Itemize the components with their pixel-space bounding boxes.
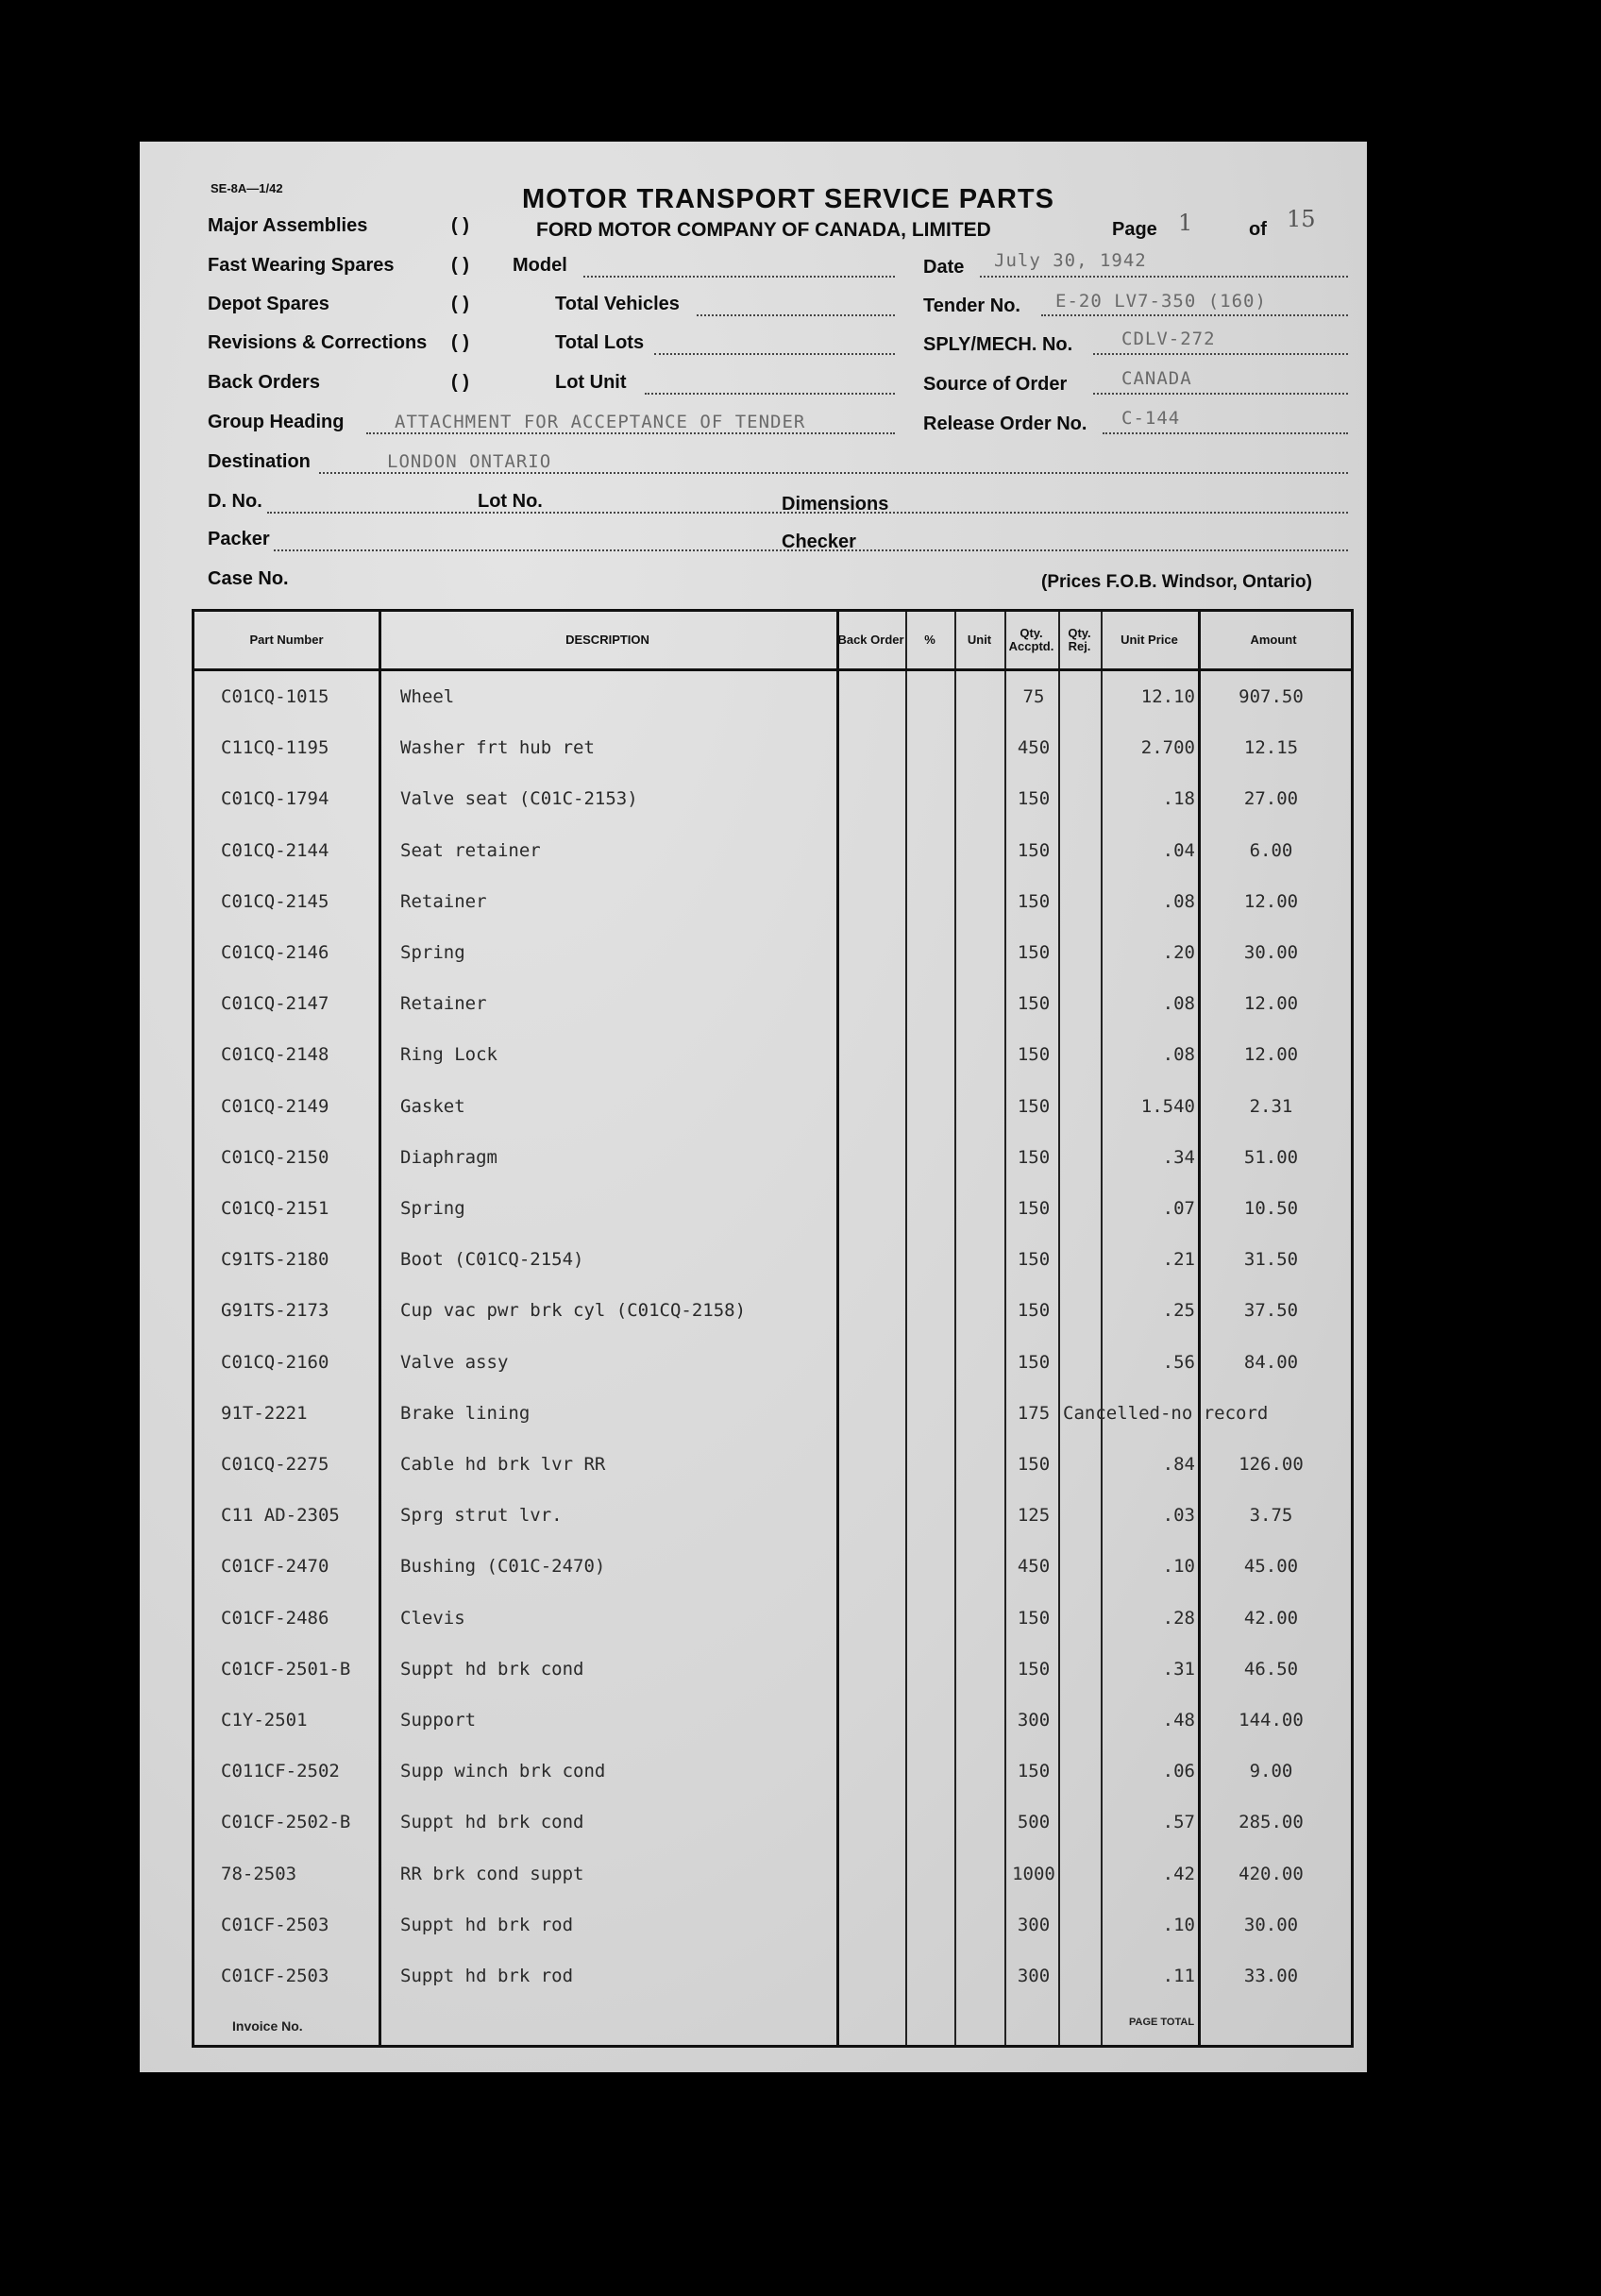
table-row [194, 1950, 1351, 2001]
col-header-back-order: Back Order [837, 633, 904, 647]
amount: 9.00 [1249, 1761, 1293, 1782]
label-lot-unit: Lot Unit [555, 372, 627, 393]
company-name: FORD MOTOR COMPANY OF CANADA, LIMITED [536, 219, 991, 241]
qty-accepted: 150 [1017, 1454, 1051, 1475]
unit-price: .04 [1162, 839, 1195, 861]
table-row [194, 1285, 1351, 1336]
table-row [194, 978, 1351, 1029]
unit-price: .31 [1162, 1658, 1195, 1680]
table-row [194, 671, 1351, 722]
amount: 42.00 [1243, 1607, 1299, 1629]
part-number: C01CF-2503 [221, 1966, 329, 1986]
unit-price: .48 [1162, 1710, 1195, 1730]
col-header-unit: Unit [967, 633, 992, 647]
release-line [1103, 432, 1348, 434]
qty-accepted: 300 [1017, 1966, 1051, 1986]
prices-note: (Prices F.O.B. Windsor, Ontario) [1041, 572, 1312, 592]
label-date: Date [923, 257, 965, 278]
table-row [194, 1849, 1351, 1899]
part-number: C01CQ-2147 [221, 993, 329, 1015]
part-number: C01CQ-1794 [221, 788, 329, 810]
page-count: 15 [1287, 206, 1316, 232]
part-number: C1Y-2501 [221, 1710, 308, 1730]
amount: 45.00 [1243, 1556, 1299, 1578]
source-of-order-value: CANADA [1121, 368, 1192, 389]
amount: 12.15 [1243, 737, 1299, 759]
page-number: 1 [1178, 210, 1193, 236]
col-header-amount: Amount [1250, 633, 1297, 647]
sply-line [1093, 353, 1348, 355]
date-line [980, 276, 1348, 278]
amount: 51.00 [1243, 1146, 1299, 1168]
qty-accepted: 150 [1017, 890, 1051, 912]
qty-accepted: 150 [1017, 993, 1051, 1015]
unit-price: .21 [1162, 1249, 1195, 1271]
row-note: Cancelled-no record [1063, 1402, 1269, 1424]
part-number: C01CF-2470 [221, 1556, 329, 1578]
checkbox-revisions: ( ) [451, 332, 469, 353]
checkbox-major: ( ) [451, 215, 469, 236]
table-row [194, 1746, 1351, 1797]
unit-price: .20 [1162, 942, 1195, 963]
part-number: C01CQ-2151 [221, 1198, 329, 1219]
unit-price: .18 [1162, 788, 1195, 810]
label-sply-mech: SPLY/MECH. No. [923, 334, 1073, 355]
table-row [194, 1644, 1351, 1695]
description: Retainer [400, 993, 487, 1015]
qty-accepted: 150 [1017, 1658, 1051, 1680]
description: Cable hd brk lvr RR [400, 1454, 606, 1475]
unit-price: .25 [1162, 1300, 1195, 1322]
qty-accepted: 150 [1017, 1044, 1051, 1066]
page-label: Page [1112, 219, 1157, 240]
label-d-no: D. No. [208, 491, 262, 512]
description: Seat retainer [400, 839, 541, 861]
description: Gasket [400, 1095, 465, 1117]
part-number: 78-2503 [221, 1863, 297, 1884]
amount: 2.31 [1249, 1095, 1293, 1117]
qty-accepted: 150 [1017, 1198, 1051, 1219]
unit-price: .07 [1162, 1198, 1195, 1219]
label-depot-spares: Depot Spares [208, 294, 329, 314]
part-number: C91TS-2180 [221, 1249, 329, 1271]
amount: 10.50 [1243, 1198, 1299, 1219]
qty-accepted: 1000 [1012, 1863, 1055, 1884]
col-header-part-number: Part Number [249, 633, 324, 647]
col-header-unit-price: Unit Price [1121, 633, 1178, 647]
table-row [194, 722, 1351, 773]
label-release-order: Release Order No. [923, 414, 1087, 434]
label-tender-no: Tender No. [923, 295, 1020, 316]
part-number: C11 AD-2305 [221, 1505, 340, 1527]
qty-accepted: 150 [1017, 1249, 1051, 1271]
qty-accepted: 75 [1022, 686, 1045, 707]
group-heading-value: ATTACHMENT FOR ACCEPTANCE OF TENDER [395, 412, 806, 432]
table-row [194, 927, 1351, 978]
part-number: C01CQ-2149 [221, 1095, 329, 1117]
part-number: C011CF-2502 [221, 1761, 340, 1782]
unit-price: .10 [1162, 1556, 1195, 1578]
total-lots-line [654, 353, 895, 355]
of-label: of [1249, 219, 1267, 240]
description: Valve seat (C01C-2153) [400, 788, 638, 810]
description: Suppt hd brk rod [400, 1966, 574, 1986]
amount: 12.00 [1243, 1044, 1299, 1066]
sply-mech-value: CDLV-272 [1121, 329, 1216, 349]
lot-unit-line [645, 393, 895, 395]
col-header-qty-accepted: Qty. Accptd. [1008, 626, 1054, 653]
parts-table [192, 609, 1354, 2048]
table-row [194, 1541, 1351, 1592]
unit-price: 12.10 [1140, 686, 1195, 707]
label-dimensions: Dimensions [782, 494, 889, 515]
amount: 84.00 [1243, 1351, 1299, 1373]
checkbox-depot: ( ) [451, 294, 469, 314]
label-back-orders: Back Orders [208, 372, 320, 393]
unit-price: .28 [1162, 1607, 1195, 1629]
group-heading-line [366, 432, 895, 434]
amount: 27.00 [1243, 788, 1299, 810]
description: Brake lining [400, 1402, 531, 1424]
table-row [194, 1797, 1351, 1848]
unit-price: 1.540 [1140, 1095, 1195, 1117]
description: Bushing (C01C-2470) [400, 1556, 606, 1578]
table-row [194, 1183, 1351, 1234]
amount: 37.50 [1243, 1300, 1299, 1322]
table-row [194, 1899, 1351, 1950]
unit-price: .08 [1162, 1044, 1195, 1066]
col-header-description: DESCRIPTION [565, 633, 649, 647]
unit-price: 2.700 [1140, 737, 1195, 759]
table-row [194, 876, 1351, 927]
release-order-value: C-144 [1121, 408, 1181, 429]
label-total-lots: Total Lots [555, 332, 645, 353]
amount: 12.00 [1243, 890, 1299, 912]
qty-accepted: 125 [1017, 1505, 1051, 1527]
invoice-no-label: Invoice No. [232, 2018, 303, 2034]
description: Suppt hd brk rod [400, 1914, 574, 1935]
amount: 12.00 [1243, 993, 1299, 1015]
qty-accepted: 150 [1017, 839, 1051, 861]
table-row [194, 1081, 1351, 1132]
total-vehicles-line [697, 314, 895, 316]
amount: 907.50 [1239, 686, 1304, 707]
qty-accepted: 150 [1017, 1607, 1051, 1629]
part-number: C01CF-2486 [221, 1607, 329, 1629]
unit-price: .57 [1162, 1812, 1195, 1833]
table-row [194, 773, 1351, 824]
date-value: July 30, 1942 [994, 250, 1147, 271]
table-row [194, 1029, 1351, 1080]
destination-line [319, 472, 1348, 474]
qty-accepted: 150 [1017, 1351, 1051, 1373]
qty-accepted: 150 [1017, 1095, 1051, 1117]
label-destination: Destination [208, 451, 311, 472]
form-code: SE-8A—1/42 [211, 181, 283, 195]
table-row [194, 1388, 1351, 1439]
description: Diaphragm [400, 1146, 497, 1168]
qty-accepted: 150 [1017, 942, 1051, 963]
checkbox-fast: ( ) [451, 255, 469, 276]
description: Ring Lock [400, 1044, 497, 1066]
table-row [194, 1695, 1351, 1746]
unit-price: .03 [1162, 1505, 1195, 1527]
unit-price: .10 [1162, 1914, 1195, 1935]
qty-accepted: 150 [1017, 1761, 1051, 1782]
label-lot-no: Lot No. [478, 491, 543, 512]
amount: 30.00 [1243, 1914, 1299, 1935]
label-packer: Packer [208, 529, 270, 549]
qty-accepted: 150 [1017, 1146, 1051, 1168]
qty-accepted: 150 [1017, 1300, 1051, 1322]
part-number: G91TS-2173 [221, 1300, 329, 1322]
description: Retainer [400, 890, 487, 912]
description: Spring [400, 942, 465, 963]
amount: 46.50 [1243, 1658, 1299, 1680]
part-number: C01CQ-2148 [221, 1044, 329, 1066]
part-number: C01CQ-2146 [221, 942, 329, 963]
amount: 30.00 [1243, 942, 1299, 963]
table-row [194, 1593, 1351, 1644]
description: RR brk cond suppt [400, 1863, 584, 1884]
table-row [194, 1234, 1351, 1285]
tender-no-value: E-20 LV7-350 (160) [1055, 291, 1267, 312]
unit-price: .06 [1162, 1761, 1195, 1782]
table-row [194, 825, 1351, 876]
qty-accepted: 300 [1017, 1710, 1051, 1730]
label-revisions-corrections: Revisions & Corrections [208, 332, 428, 353]
col-header-percent: % [924, 633, 935, 647]
label-model: Model [513, 255, 567, 276]
qty-accepted: 450 [1017, 737, 1051, 759]
table-row [194, 1490, 1351, 1541]
document-sheet [140, 142, 1367, 2072]
label-case-no: Case No. [208, 568, 289, 589]
col-header-qty-rejected: Qty. Rej. [1068, 626, 1091, 653]
destination-value: LONDON ONTARIO [387, 451, 552, 472]
part-number: C01CQ-2145 [221, 890, 329, 912]
part-number: C01CF-2503 [221, 1914, 329, 1935]
amount: 6.00 [1249, 839, 1293, 861]
unit-price: .84 [1162, 1454, 1195, 1475]
part-number: C01CF-2502-B [221, 1812, 351, 1833]
part-number: 91T-2221 [221, 1402, 308, 1424]
tender-line [1041, 314, 1348, 316]
table-row [194, 1439, 1351, 1490]
label-total-vehicles: Total Vehicles [555, 294, 680, 314]
part-number: C01CQ-2144 [221, 839, 329, 861]
amount: 144.00 [1239, 1710, 1304, 1730]
model-line [583, 276, 895, 278]
document-title: MOTOR TRANSPORT SERVICE PARTS [522, 184, 1054, 214]
description: Sprg strut lvr. [400, 1505, 563, 1527]
description: Suppt hd brk cond [400, 1658, 584, 1680]
description: Suppt hd brk cond [400, 1812, 584, 1833]
description: Clevis [400, 1607, 465, 1629]
label-source-of-order: Source of Order [923, 374, 1068, 395]
unit-price: .56 [1162, 1351, 1195, 1373]
description: Boot (C01CQ-2154) [400, 1249, 584, 1271]
table-row [194, 1132, 1351, 1183]
description: Support [400, 1710, 477, 1730]
label-major-assemblies: Major Assemblies [208, 215, 368, 236]
amount: 285.00 [1239, 1812, 1304, 1833]
description: Spring [400, 1198, 465, 1219]
part-number: C01CQ-2150 [221, 1146, 329, 1168]
label-checker: Checker [782, 532, 856, 552]
amount: 3.75 [1249, 1505, 1293, 1527]
qty-accepted: 300 [1017, 1914, 1051, 1935]
qty-accepted: 150 [1017, 788, 1051, 810]
qty-accepted: 500 [1017, 1812, 1051, 1833]
amount: 31.50 [1243, 1249, 1299, 1271]
qty-accepted: 450 [1017, 1556, 1051, 1578]
description: Wheel [400, 686, 455, 707]
unit-price: .08 [1162, 993, 1195, 1015]
label-group-heading: Group Heading [208, 412, 345, 432]
table-row [194, 1337, 1351, 1388]
amount: 33.00 [1243, 1966, 1299, 1986]
description: Supp winch brk cond [400, 1761, 606, 1782]
description: Washer frt hub ret [400, 737, 595, 759]
description: Valve assy [400, 1351, 509, 1373]
part-number: C01CQ-1015 [221, 686, 329, 707]
unit-price: .42 [1162, 1863, 1195, 1884]
description: Cup vac pwr brk cyl (C01CQ-2158) [400, 1300, 747, 1322]
checkbox-back: ( ) [451, 372, 469, 393]
source-line [1093, 393, 1348, 395]
qty-accepted: 175 [1017, 1402, 1051, 1424]
unit-price: .11 [1162, 1966, 1195, 1986]
unit-price: .34 [1162, 1146, 1195, 1168]
page-total-label: PAGE TOTAL [1129, 2017, 1195, 2028]
part-number: C01CQ-2160 [221, 1351, 329, 1373]
part-number: C01CF-2501-B [221, 1658, 351, 1680]
part-number: C01CQ-2275 [221, 1454, 329, 1475]
unit-price: .08 [1162, 890, 1195, 912]
amount: 126.00 [1239, 1454, 1304, 1475]
label-fast-wearing-spares: Fast Wearing Spares [208, 255, 395, 276]
amount: 420.00 [1239, 1863, 1304, 1884]
part-number: C11CQ-1195 [221, 737, 329, 759]
